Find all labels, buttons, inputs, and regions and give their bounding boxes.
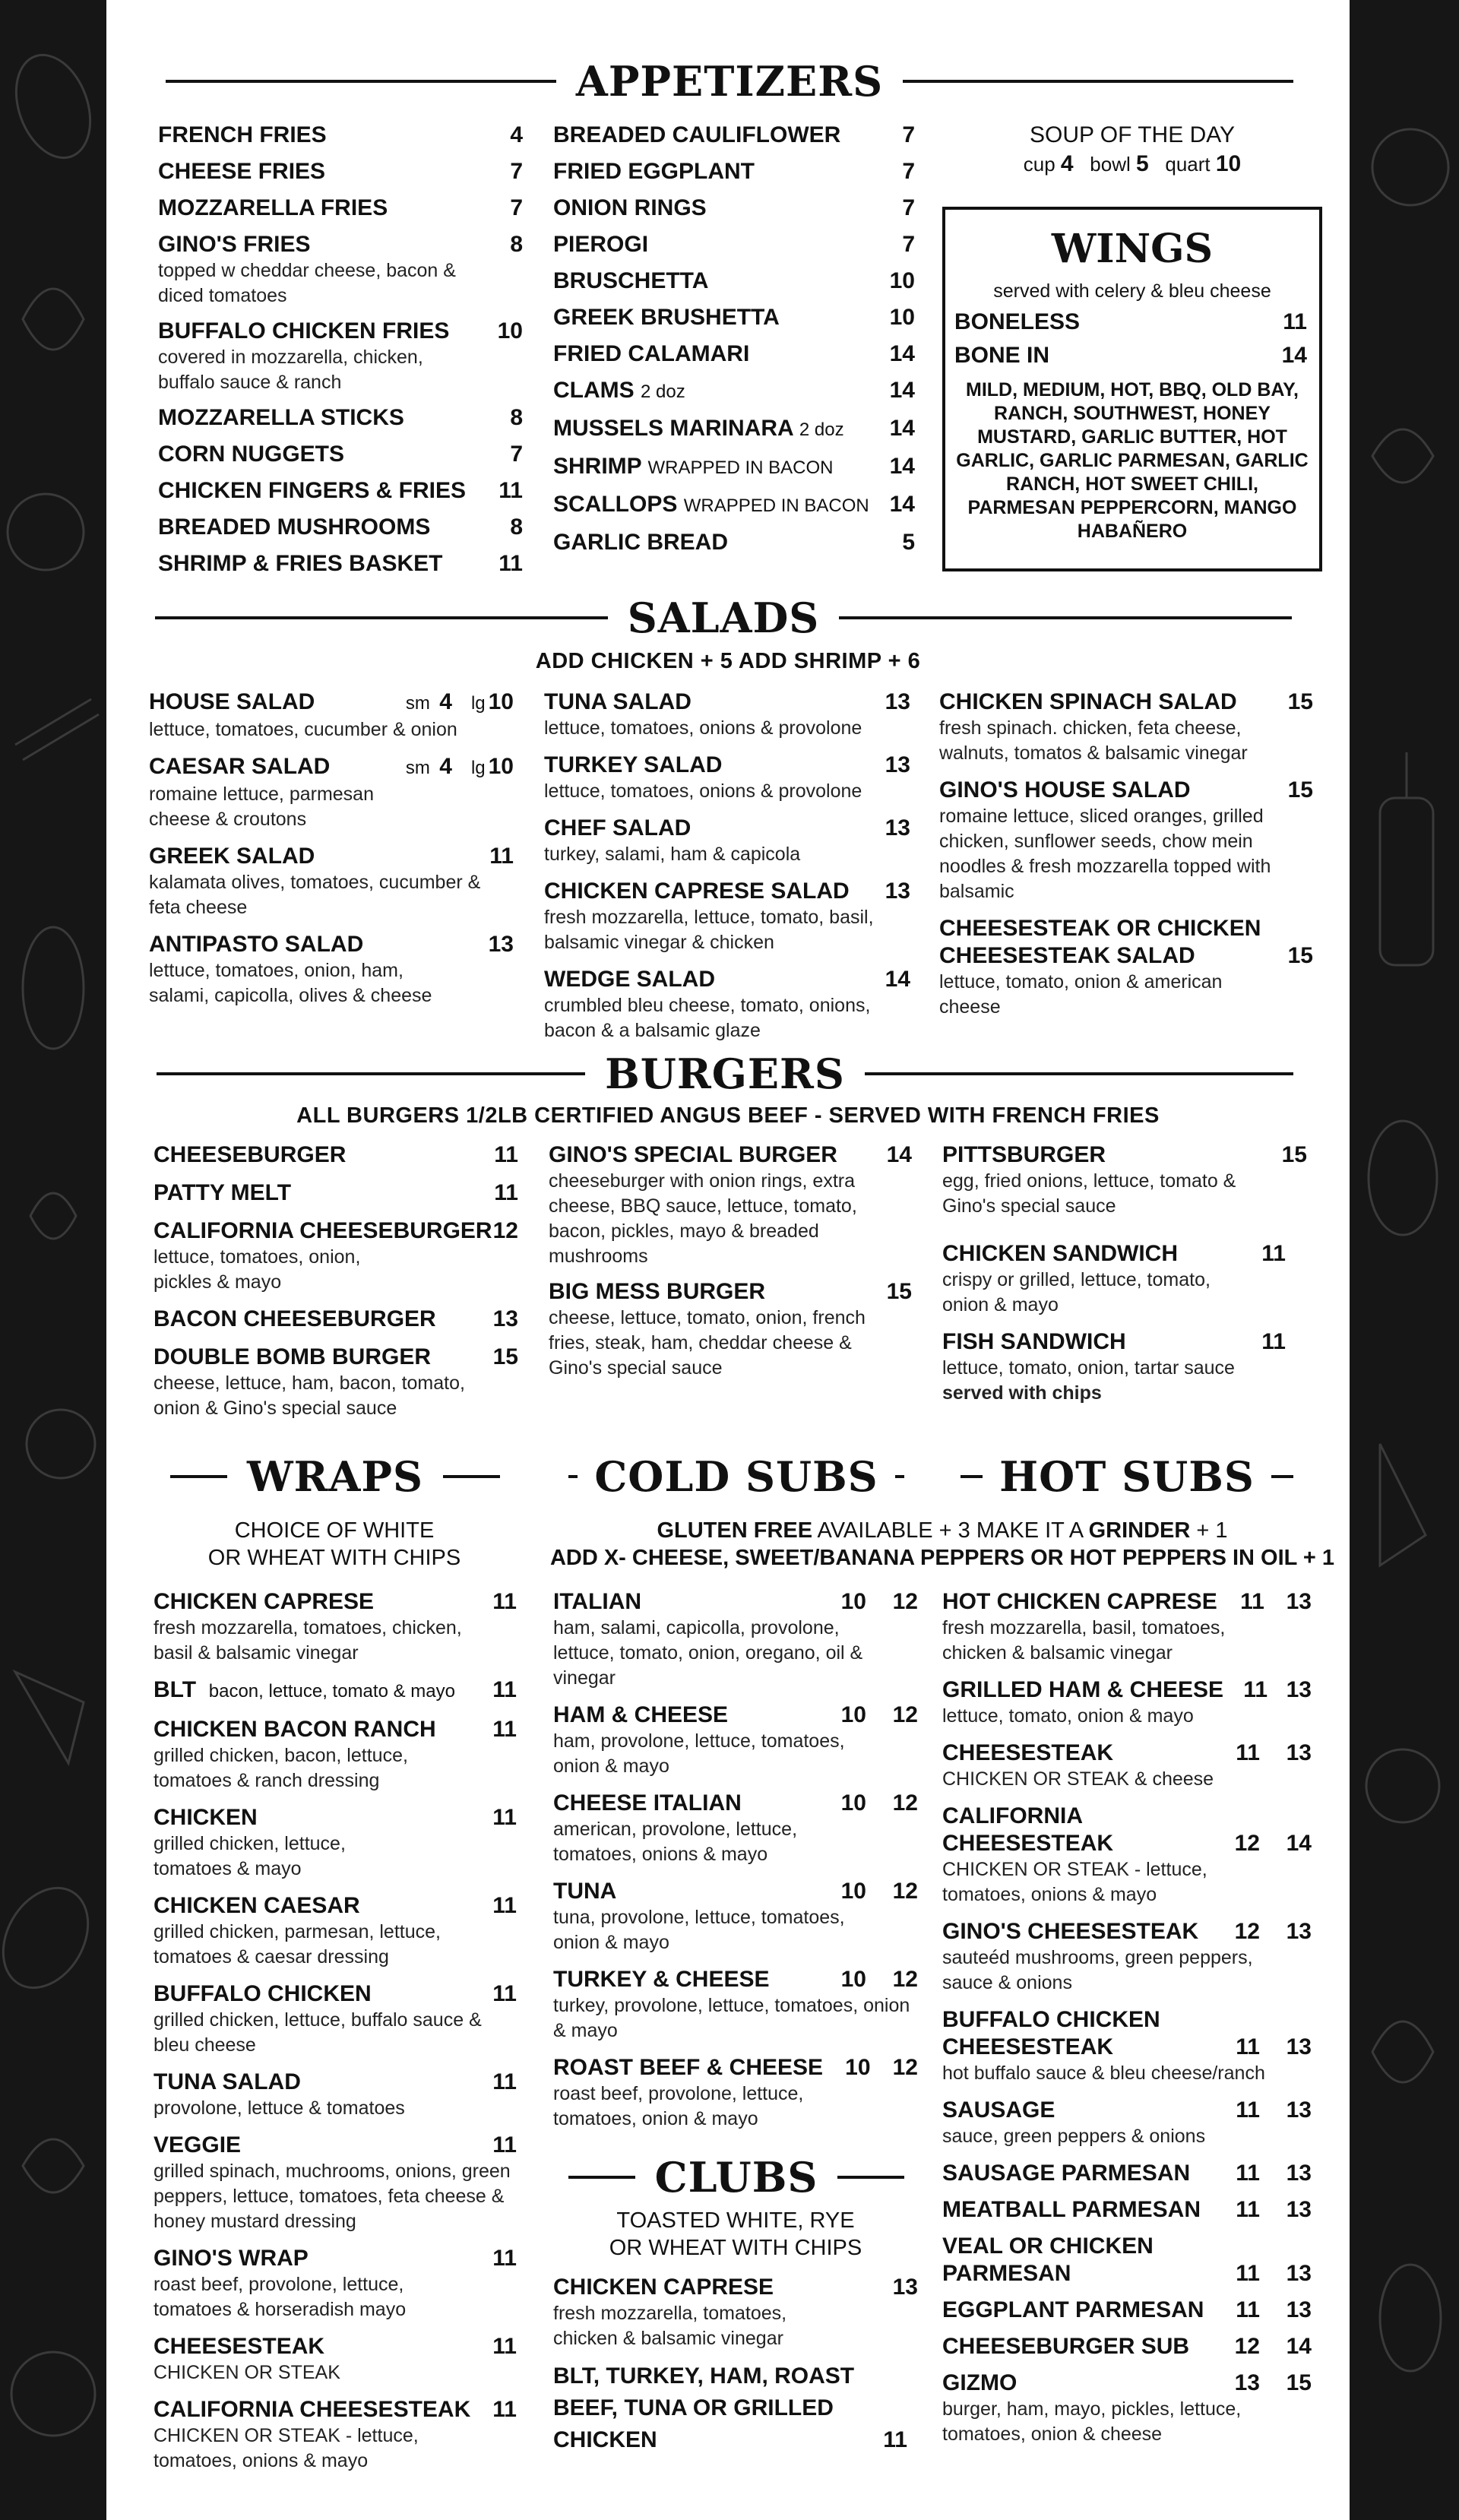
item-name: CAESAR SALAD (149, 754, 331, 779)
item-desc: grilled chicken, bacon, lettuce, tomatoes & ranch dressing (153, 1745, 408, 1791)
item-desc: grilled chicken, lettuce, tomatoes & mayo (153, 1833, 346, 1879)
price-regular: 12 (1234, 2334, 1260, 2359)
price-regular: 11 (1236, 1740, 1260, 1765)
item-desc: grilled spinach, muchrooms, onions, green peppers, lettuce, tomatoes, feta cheese & honey mustard dressing (153, 2161, 511, 2232)
soup-of-the-day (942, 122, 1322, 179)
price-large: 13 (1286, 2261, 1312, 2286)
item-desc: provolone, lettuce & tomatoes (153, 2097, 405, 2119)
item-name: CHICKEN FINGERS & FRIES (158, 478, 467, 503)
item-name: VEGGIE (153, 2132, 242, 2158)
item-desc: fresh mozzarella, basil, tomatoes, chicken & balsamic vinegar (942, 1617, 1226, 1664)
item-price: 14 (889, 416, 915, 441)
item-desc: sauce, green peppers & onions (942, 2126, 1206, 2147)
wings-note: served with celery & bleu cheese (993, 280, 1271, 302)
item-name: BREADED CAULIFLOWER (553, 122, 841, 147)
item-name: GARLIC BREAD (553, 530, 728, 555)
item-desc: cheese, lettuce, tomato, onion, french fries, steak, ham, cheddar cheese & Gino's special sauce (549, 1307, 866, 1379)
item-name: BUFFALO CHICKEN (153, 1981, 372, 2006)
item-name: GRILLED HAM & CHEESE (942, 1677, 1224, 1702)
item-price: 11 (1261, 1329, 1286, 1354)
subs-options: GLUTEN FREE AVAILABLE + 3 MAKE IT A GRINDER + 1 ADD X- CHEESE, SWEET/BANANA PEPPERS OR HOT PEPPERS IN OIL + 1 (549, 1518, 1335, 1570)
item-price: 10 (889, 268, 915, 293)
cold-subs-list (553, 1588, 918, 2142)
item-price: 15 (886, 1279, 912, 1304)
item-price: 8 (510, 514, 523, 540)
item-desc: fresh spinach. chicken, feta cheese, walnuts, tomatos & balsamic vinegar (939, 717, 1248, 764)
item-price: 13 (885, 815, 910, 841)
item-name: TURKEY SALAD (544, 752, 723, 777)
item-name: TUNA (553, 1879, 617, 1904)
price-large: 12 (892, 1967, 918, 1992)
item-price: 8 (510, 232, 523, 257)
item-price: 7 (510, 442, 523, 467)
item-name: BONE IN (954, 343, 1050, 368)
item-name: ITALIAN (553, 1589, 642, 1614)
item-qualifier: 2 doz (799, 419, 844, 440)
wraps-subtitle: CHOICE OF WHITE OR WHEAT WITH CHIPS (207, 1518, 461, 1570)
item-price: 7 (510, 159, 523, 184)
item-name: CORN NUGGETS (158, 442, 345, 467)
item-price: 15 (1287, 689, 1313, 714)
item-price: 14 (886, 1142, 912, 1167)
item-price: 13 (885, 752, 910, 777)
item-desc: fresh mozzarella, tomatoes, chicken & balsamic vinegar (553, 2303, 787, 2349)
item-name: CHEF SALAD (544, 815, 692, 841)
item-name: GIZMO (942, 2370, 1018, 2395)
item-price: 13 (892, 2275, 918, 2300)
item-desc: tuna, provolone, lettuce, tomatoes, onion & mayo (553, 1907, 845, 1953)
item-desc: lettuce, tomato, onion & american cheese (939, 971, 1223, 1018)
burgers-col1 (153, 1141, 518, 1432)
item-name: SHRIMP (553, 454, 642, 479)
salads-header (155, 594, 1292, 642)
item-desc: hot buffalo sauce & bleu cheese/ranch (942, 2063, 1265, 2084)
price-regular: 13 (1234, 2370, 1260, 2395)
clubs-header (568, 2153, 904, 2202)
item-name: HOUSE SALAD (149, 689, 315, 714)
item-desc: turkey, salami, ham & capicola (544, 844, 801, 865)
item-name: CHICKEN BACON RANCH (153, 1717, 436, 1742)
item-name: CHICKEN (153, 1805, 258, 1830)
section-title: CLUBS (654, 2153, 818, 2202)
item-name: MUSSELS MARINARA (553, 416, 793, 441)
item-price: 13 (885, 689, 910, 714)
salads-col2 (544, 689, 910, 1054)
item-name: CALIFORNIA (942, 1803, 1083, 1828)
price-large: 14 (1286, 2334, 1312, 2359)
item-name: PITTSBURGER (942, 1142, 1106, 1167)
item-price: 4 (510, 122, 523, 147)
item-name: CHEESESTEAK (153, 2334, 325, 2359)
menu-page (106, 0, 1350, 2520)
soup-title: SOUP OF THE DAY (1029, 122, 1236, 147)
item-name: CHICKEN CAPRESE SALAD (544, 879, 850, 904)
food-sketch-icon (1350, 0, 1459, 2520)
price-large: 13 (1286, 2097, 1312, 2123)
item-price: 8 (510, 405, 523, 430)
item-price: 11 (492, 1805, 517, 1830)
item-desc: CHICKEN OR STEAK - lettuce, tomatoes, onions & mayo (942, 1859, 1207, 1905)
item-price: 11 (1283, 309, 1307, 334)
price-regular: 10 (840, 1790, 866, 1816)
section-title: HOT SUBS (999, 1452, 1255, 1501)
item-price: 12 (492, 1218, 518, 1243)
item-name: BACON CHEESEBURGER (153, 1306, 436, 1331)
item-price: 11 (492, 2334, 517, 2359)
left-decor-panel (0, 0, 106, 2520)
item-price: 11 (492, 1893, 517, 1918)
item-name: HAM & CHEESE (553, 1702, 729, 1727)
item-price: 7 (902, 195, 915, 220)
burgers-subtitle: ALL BURGERS 1/2LB CERTIFIED ANGUS BEEF - SERVED WITH FRENCH FRIES (296, 1103, 1160, 1128)
item-name: SAUSAGE PARMESAN (942, 2161, 1191, 2186)
price-regular: 12 (1234, 1919, 1260, 1944)
price-large: 12 (892, 2055, 918, 2080)
item-name: GINO'S CHEESESTEAK (942, 1919, 1199, 1944)
item-desc: lettuce, tomatoes, onion, ham, salami, capicolla, olives & cheese (149, 960, 432, 1006)
item-name: CALIFORNIA CHEESESTEAK (153, 2397, 471, 2422)
item-price: 11 (494, 1142, 518, 1167)
price-regular: 11 (1236, 2297, 1260, 2322)
item-desc: ham, salami, capicolla, provolone, lettuce, tomato, onion, oregano, oil & vinegar (553, 1617, 863, 1689)
item-price: 14 (889, 454, 915, 479)
item-name: FISH SANDWICH (942, 1329, 1126, 1354)
item-name: GINO'S FRIES (158, 232, 311, 257)
item-name: MOZZARELLA FRIES (158, 195, 388, 220)
item-name: ANTIPASTO SALAD (149, 932, 364, 957)
item-price: 11 (492, 2246, 517, 2271)
item-qualifier: WRAPPED IN BACON (647, 457, 834, 478)
item-desc: bacon, lettuce, tomato & mayo (208, 1681, 455, 1702)
item-desc: burger, ham, mayo, pickles, lettuce, tomatoes, onion & cheese (942, 2398, 1242, 2445)
item-price: 11 (492, 1589, 517, 1614)
item-price: 7 (510, 195, 523, 220)
item-desc: crispy or grilled, lettuce, tomato, onion & mayo (942, 1269, 1211, 1315)
price-regular: 10 (840, 1702, 866, 1727)
item-name: BREADED MUSHROOMS (158, 514, 431, 540)
price-sm: 4 (439, 754, 452, 779)
price-regular: 10 (840, 1967, 866, 1992)
item-name: PATTY MELT (153, 1180, 292, 1205)
item-name: CHICKEN SANDWICH (942, 1241, 1178, 1266)
item-desc: CHICKEN OR STEAK & cheese (942, 1768, 1214, 1790)
item-price: 11 (883, 2427, 907, 2452)
item-name: GREEK SALAD (149, 844, 315, 869)
section-title: WRAPS (246, 1452, 424, 1501)
item-desc: lettuce, tomato, onion & mayo (942, 1705, 1194, 1727)
item-desc: american, provolone, lettuce, tomatoes, onions & mayo (553, 1819, 798, 1865)
price-regular: 11 (1236, 2261, 1260, 2286)
wraps-header (170, 1452, 500, 1501)
item-name: CHEESESTEAK OR CHICKEN (939, 916, 1261, 941)
item-price: 11 (492, 1677, 517, 1702)
price-regular: 11 (1243, 1677, 1268, 1702)
hot-subs-header (961, 1452, 1293, 1501)
item-name: CHICKEN SPINACH SALAD (939, 689, 1237, 714)
item-name: FRIED CALAMARI (553, 341, 750, 366)
item-name: CHEESE ITALIAN (553, 1790, 742, 1816)
wings-box (942, 207, 1322, 571)
item-price: 14 (1281, 343, 1307, 368)
item-name: ROAST BEEF & CHEESE (553, 2055, 824, 2080)
item-price: 11 (492, 2132, 517, 2158)
item-name: HOT CHICKEN CAPRESE (942, 1589, 1217, 1614)
item-name: WEDGE SALAD (544, 967, 715, 992)
item-desc: romaine lettuce, sliced oranges, grilled chicken, sunflower seeds, chow mein noodles & fresh mozzarella topped with balsamic (939, 806, 1271, 902)
item-name: SCALLOPS (553, 492, 678, 517)
price-large: 14 (1286, 1831, 1312, 1856)
item-desc: lettuce, tomatoes, onion, pickles & mayo (153, 1246, 361, 1293)
wraps-list (153, 1588, 517, 2484)
price-large: 15 (1286, 2370, 1312, 2395)
item-price: 15 (1281, 1142, 1307, 1167)
salads-addons: ADD CHICKEN + 5 ADD SHRIMP + 6 (535, 649, 921, 673)
item-price: 11 (494, 1180, 518, 1205)
price-large: 13 (1286, 1589, 1312, 1614)
item-note: served with chips (942, 1382, 1102, 1404)
item-price: 14 (889, 341, 915, 366)
item-price: 14 (889, 378, 915, 403)
item-name: BLT (153, 1677, 197, 1702)
item-price: 13 (885, 879, 910, 904)
item-name: GREEK BRUSHETTA (553, 305, 780, 330)
item-price: 11 (498, 551, 523, 576)
appetizers-header (166, 57, 1293, 106)
price-lg: 10 (488, 754, 514, 779)
item-desc: CHICKEN OR STEAK - lettuce, tomatoes, onions & mayo (153, 2425, 419, 2471)
section-title: APPETIZERS (575, 57, 884, 106)
appetizers-col1 (158, 122, 523, 587)
item-qualifier: WRAPPED IN BACON (683, 495, 869, 516)
section-title: COLD SUBS (594, 1452, 878, 1501)
item-name-line2: CHEESESTEAK SALAD (939, 943, 1195, 968)
price-regular: 10 (840, 1879, 866, 1904)
item-price: 10 (497, 318, 523, 343)
item-price: 11 (492, 2069, 517, 2094)
item-name: PIEROGI (553, 232, 649, 257)
burgers-header (157, 1049, 1293, 1098)
item-name: CHICKEN CAPRESE (153, 1589, 375, 1614)
item-name: FRIED EGGPLANT (553, 159, 755, 184)
price-large: 13 (1286, 2297, 1312, 2322)
price-large: 13 (1286, 2034, 1312, 2059)
item-name-line2: BEEF, TUNA OR GRILLED (553, 2395, 834, 2420)
item-desc: fresh mozzarella, tomatoes, chicken, basil & balsamic vinegar (153, 1617, 462, 1664)
item-name: CHICKEN CAPRESE (553, 2275, 774, 2300)
item-name: GINO'S HOUSE SALAD (939, 777, 1191, 803)
item-desc: covered in mozzarella, chicken, buffalo sauce & ranch (158, 347, 423, 393)
item-desc: cheese, lettuce, ham, bacon, tomato, onion & Gino's special sauce (153, 1372, 465, 1419)
wings-title: WINGS (1051, 226, 1214, 272)
item-price: 14 (889, 492, 915, 517)
item-name: BUFFALO CHICKEN (942, 2007, 1160, 2032)
item-price: 14 (885, 967, 910, 992)
item-desc: lettuce, tomatoes, cucumber & onion (149, 719, 457, 740)
item-name-line2: CHEESESTEAK (942, 1831, 1114, 1856)
wing-sauces: MILD, MEDIUM, HOT, BBQ, OLD BAY, RANCH, SOUTHWEST, HONEY MUSTARD, GARLIC BUTTER, HOT GARLIC, GARLIC PARMESAN, GARLIC RANCH, HOT SWEET CHILI, PARMESAN PEPPERCORN, MANGO HABAÑERO (956, 379, 1309, 542)
item-desc: fresh mozzarella, lettuce, tomato, basil, balsamic vinegar & chicken (544, 907, 874, 953)
price-large: 12 (892, 1879, 918, 1904)
price-sm: 4 (439, 689, 452, 714)
burgers-col2 (549, 1141, 912, 1391)
price-large: 12 (892, 1589, 918, 1614)
item-name: CHICKEN CAESAR (153, 1893, 360, 1918)
item-desc: lettuce, tomato, onion, tartar sauce (942, 1357, 1235, 1379)
item-price: 11 (489, 844, 514, 869)
item-name: DOUBLE BOMB BURGER (153, 1344, 431, 1369)
price-regular: 11 (1236, 2097, 1260, 2123)
item-name: EGGPLANT PARMESAN (942, 2297, 1204, 2322)
section-title: BURGERS (605, 1049, 845, 1098)
item-price: 7 (902, 122, 915, 147)
burgers-col3 (942, 1141, 1307, 1417)
soup-sizes: cup 4 bowl 5 quart 10 (1023, 151, 1242, 176)
price-regular: 10 (840, 1589, 866, 1614)
item-desc: egg, fried onions, lettuce, tomato & Gino's special sauce (942, 1170, 1236, 1217)
price-regular: 11 (1236, 2034, 1260, 2059)
item-desc: crumbled bleu cheese, tomato, onions, bacon & a balsamic glaze (544, 995, 871, 1041)
item-price: 7 (902, 232, 915, 257)
item-name: CHEESEBURGER (153, 1142, 347, 1167)
item-name-line2: PARMESAN (942, 2261, 1071, 2286)
item-desc: grilled chicken, lettuce, buffalo sauce & bleu cheese (153, 2009, 482, 2056)
item-price: 15 (1287, 777, 1313, 803)
item-desc: CHICKEN OR STEAK (153, 2362, 340, 2383)
price-large: 13 (1286, 1677, 1312, 1702)
item-name-line3: CHICKEN (553, 2427, 657, 2452)
item-desc: ham, provolone, lettuce, tomatoes, onion & mayo (553, 1730, 845, 1777)
item-price: 11 (1261, 1241, 1286, 1266)
item-name: BUFFALO CHICKEN FRIES (158, 318, 450, 343)
clubs-list (553, 2274, 918, 2467)
clubs-subtitle: TOASTED WHITE, RYE OR WHEAT WITH CHIPS (609, 2208, 862, 2260)
price-regular: 12 (1234, 1831, 1260, 1856)
item-name: SAUSAGE (942, 2097, 1055, 2123)
price-regular: 11 (1240, 1589, 1264, 1614)
item-desc: kalamata olives, tomatoes, cucumber & feta cheese (149, 872, 481, 918)
item-name: MEATBALL PARMESAN (942, 2197, 1201, 2222)
item-name: BONELESS (954, 309, 1081, 334)
item-desc: lettuce, tomatoes, onions & provolone (544, 780, 862, 802)
item-price: 11 (492, 1981, 517, 2006)
item-name: CLAMS (553, 378, 635, 403)
item-name: GINO'S SPECIAL BURGER (549, 1142, 837, 1167)
price-regular: 10 (845, 2055, 871, 2080)
price-large: 12 (892, 1790, 918, 1816)
item-price: 15 (1287, 943, 1313, 968)
item-name: TURKEY & CHEESE (553, 1967, 770, 1992)
item-name: GINO'S WRAP (153, 2246, 309, 2271)
cold-subs-header (568, 1452, 904, 1501)
item-name: BIG MESS BURGER (549, 1279, 766, 1304)
right-decor-panel (1350, 0, 1459, 2520)
item-desc: lettuce, tomatoes, onions & provolone (544, 717, 862, 739)
item-desc: cheeseburger with onion rings, extra cheese, BBQ sauce, lettuce, tomato, bacon, pickles, mayo & breaded mushrooms (549, 1170, 857, 1267)
item-name: TUNA SALAD (544, 689, 692, 714)
item-name-line2: CHEESESTEAK (942, 2034, 1114, 2059)
item-name: VEAL OR CHICKEN (942, 2233, 1154, 2259)
item-name: BRUSCHETTA (553, 268, 709, 293)
item-desc: romaine lettuce, parmesan cheese & croutons (149, 784, 374, 830)
item-qualifier: 2 doz (641, 381, 685, 402)
item-price: 13 (488, 932, 514, 957)
item-desc: roast beef, provolone, lettuce, tomatoes, onion & mayo (553, 2083, 804, 2129)
item-price: 5 (902, 530, 915, 555)
item-desc: turkey, provolone, lettuce, tomatoes, onion & mayo (553, 1995, 910, 2041)
item-name: CHEESESTEAK (942, 1740, 1114, 1765)
price-large: 13 (1286, 2161, 1312, 2186)
item-desc: topped w cheddar cheese, bacon & diced tomatoes (158, 260, 456, 306)
item-name: TUNA SALAD (153, 2069, 301, 2094)
price-large: 13 (1286, 1740, 1312, 1765)
appetizers-col2 (553, 122, 915, 565)
item-price: 7 (902, 159, 915, 184)
price-regular: 11 (1236, 2197, 1260, 2222)
item-desc: sauteéd mushrooms, green peppers, sauce & onions (942, 1947, 1253, 1993)
section-title: SALADS (627, 594, 820, 642)
item-desc: grilled chicken, parmesan, lettuce, tomatoes & caesar dressing (153, 1921, 441, 1968)
item-name: MOZZARELLA STICKS (158, 405, 404, 430)
item-name: CHEESEBURGER SUB (942, 2334, 1190, 2359)
price-large: 13 (1286, 1919, 1312, 1944)
item-name: BLT, TURKEY, HAM, ROAST (553, 2363, 855, 2389)
price-large: 13 (1286, 2197, 1312, 2222)
salads-col3 (939, 689, 1313, 1030)
item-price: 11 (492, 1717, 517, 1742)
item-name: ONION RINGS (553, 195, 707, 220)
item-price: 11 (498, 478, 523, 503)
item-name: SHRIMP & FRIES BASKET (158, 551, 443, 576)
item-price: 11 (492, 2397, 517, 2422)
item-desc: roast beef, provolone, lettuce, tomatoes & horseradish mayo (153, 2274, 407, 2320)
food-sketch-icon (0, 0, 106, 2520)
item-price: 13 (492, 1306, 518, 1331)
price-lg: 10 (488, 689, 514, 714)
item-name: FRENCH FRIES (158, 122, 327, 147)
item-price: 15 (492, 1344, 518, 1369)
item-name: CALIFORNIA CHEESEBURGER (153, 1218, 492, 1243)
item-price: 10 (889, 305, 915, 330)
price-large: 12 (892, 1702, 918, 1727)
hot-subs-list (942, 1588, 1312, 2458)
salads-col1: HOUSE SALAD sm 4 lg 10 lettuce, tomatoes, cucumber & onion CAESAR SALAD sm 4 lg 10 romaine lettuce, parmesan cheese & croutons GREEK SALAD 11 kalamata olives, tomatoes, cucumber & feta cheese ANTIPASTO SALAD 13 lettuce, tomatoes, onion, ham, salami, capicolla, olives & cheese (149, 689, 514, 1019)
price-regular: 11 (1236, 2161, 1260, 2186)
item-name: CHEESE FRIES (158, 159, 326, 184)
